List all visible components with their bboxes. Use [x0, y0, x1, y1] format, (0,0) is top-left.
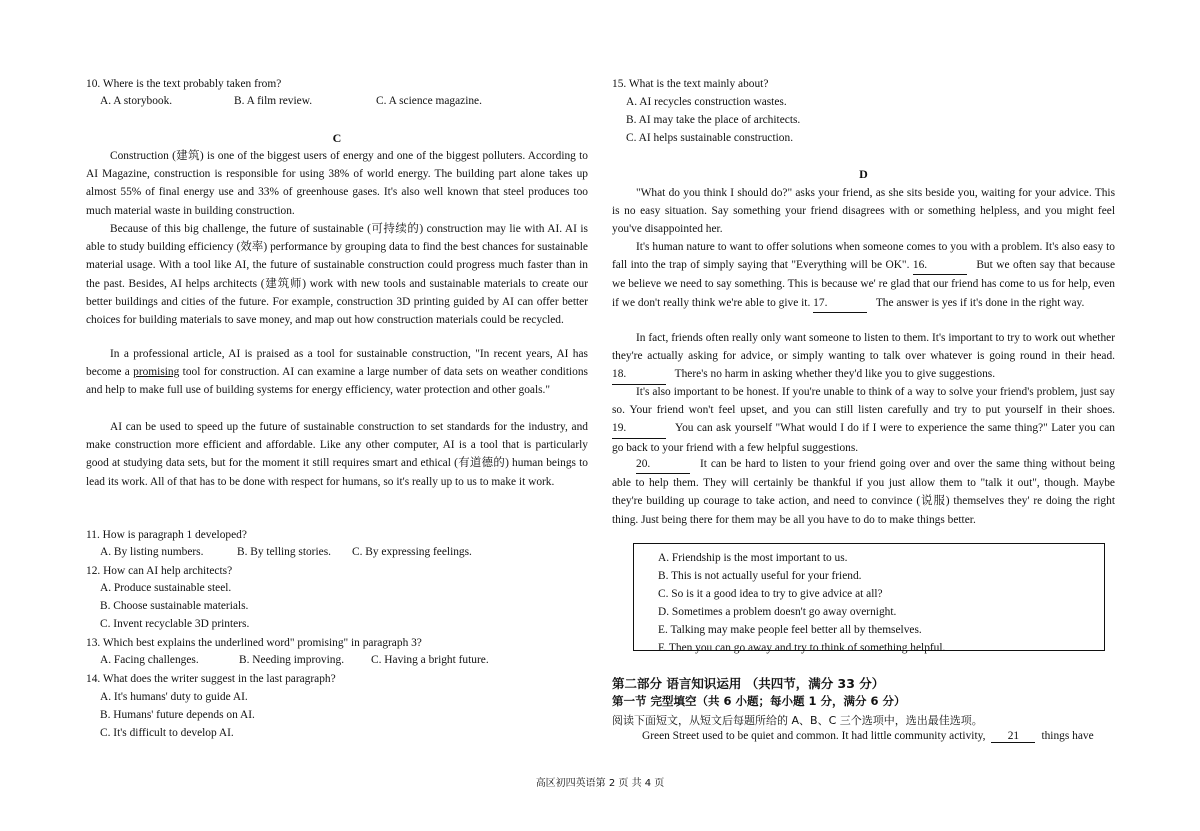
choice-f: F. Then you can go away and try to think of something helpful.: [658, 642, 946, 655]
choice-b: B. This is not actually useful for your friend.: [658, 570, 862, 583]
passage-d-label: D: [859, 167, 868, 181]
question-14-option-b: B. Humans' future depends on AI.: [100, 709, 255, 721]
page-footer: 高区初四英语第 2 页 共 4 页: [535, 778, 665, 789]
question-12-option-b: B. Choose sustainable materials.: [100, 600, 249, 612]
question-13-option-c: C. Having a bright future.: [371, 654, 489, 666]
passage-c-paragraph-2: Because of this big challenge, the future of sustainable (可持续的) construction may lie with AI. AI is able to study building efficiency (效率) performance by grouping data to find the best chances for sustainable material usage. With a tool like AI, the future of sustainable construction could progress much faster than in the past. Besides, AI helps architects (建筑师) work with new tools and sustainable materials to create our better buildings and cities of the future. For example, construction 3D printing guided by AI can offer better choices for building materials to save money, and map out how construction materials could be recycled.: [86, 223, 588, 327]
passage-c-paragraph-3: [86, 345, 588, 400]
cloze-first-line: [642, 730, 1094, 743]
question-11-stem: 11. How is paragraph 1 developed?: [86, 529, 247, 541]
blank-21: 21: [991, 730, 1035, 743]
question-12-option-a: A. Produce sustainable steel.: [100, 582, 232, 594]
question-15-option-b: B. AI may take the place of architects.: [626, 114, 801, 126]
passage-d-paragraph-5: [612, 455, 1115, 529]
question-13-options: [100, 654, 489, 666]
cloze-text-after: things have: [1041, 730, 1094, 742]
question-15-option-c: C. AI helps sustainable construction.: [626, 132, 794, 144]
passage-d-paragraph-3: [612, 329, 1115, 385]
question-10-options: [100, 95, 482, 107]
question-13-option-b: B. Needing improving.: [239, 654, 345, 666]
question-11-options: [100, 546, 472, 558]
cloze-text-before: Green Street used to be quiet and common. It had little community activity,: [642, 730, 986, 742]
question-10-stem: 10. Where is the text probably taken from?: [86, 78, 282, 90]
question-11-option-b: B. By telling stories.: [237, 546, 331, 558]
blank-20: 20.: [636, 455, 690, 474]
part-2-heading: 第二部分 语言知识运用 （共四节，满分 33 分）: [612, 676, 885, 691]
p4d-text-a: It's also important to be honest. If you're unable to think of a way to solve your friend's problem, just say so. Your friend won't feel upset, and you can still listen carefully and try to put yourself in their shoes.: [612, 386, 1115, 417]
passage-d-paragraph-1: "What do you think I should do?" asks your friend, as she sits beside you, waiting for your advice. This is no easy situation. Say something your friend disagrees with or something helpless, and you might feel you've disappointed her.: [612, 187, 1115, 236]
cloze-instruction: 阅读下面短文，从短文后每题所给的 A、B、C 三个选项中，选出最佳选项。: [612, 714, 983, 727]
section-1-heading: 第一节 完型填空（共 6 小题；每小题 1 分，满分 6 分）: [612, 694, 906, 708]
blank-16: 16.: [913, 256, 967, 275]
question-10-option-c: C. A science magazine.: [376, 95, 482, 107]
question-11-option-c: C. By expressing feelings.: [352, 546, 472, 558]
p2-text-c: The answer is yes if it's done in the right way.: [873, 296, 1085, 309]
passage-d-paragraph-2: [612, 238, 1115, 313]
blank-17: 17.: [813, 294, 867, 313]
question-13-stem: 13. Which best explains the underlined word" promising" in paragraph 3?: [86, 637, 422, 649]
question-15-stem: 15. What is the text mainly about?: [612, 78, 769, 90]
blank-18: 18.: [612, 365, 666, 384]
question-10-option-b: B. A film review.: [234, 95, 313, 107]
question-12-option-c: C. Invent recyclable 3D printers.: [100, 618, 250, 630]
question-13-option-a: A. Facing challenges.: [100, 654, 199, 666]
passage-d-paragraph-4: [612, 383, 1115, 457]
choice-c: C. So is it a good idea to try to give advice at all?: [658, 588, 883, 601]
p5d-text-b: It can be hard to listen to your friend going over and over the same thing without being able to help them. They will certainly be thankful if you just allow them to "talk it out", though. Maybe they're building up courage to take action, and need to convince (说服) themselves they' re doing the right thing. Just being there for them may be all you have to do to make things better.: [612, 458, 1115, 526]
passage-c-paragraph-1: Construction (建筑) is one of the biggest users of energy and one of the biggest polluters. According to AI Magazine, construction is responsible for using 38% of world energy. The building part alone takes up almost 55% of final energy use and 33% of greenhouse gases. It's also well known that steel produces too much material waste in building construction.: [86, 150, 588, 217]
question-10-option-a: A. A storybook.: [100, 95, 173, 107]
p2-text-b: But we often say that because we believe we need to say something. This is because we' re glad that our friend has come to us for help, even if we don't really think we're able to give it.: [612, 259, 1115, 309]
p3-text-before: In a professional article, AI is praised as a tool for sustainable construction, "In recent years, AI has become a: [86, 348, 588, 379]
p3d-text-b: There's no harm in asking whether they'd like you to give suggestions.: [672, 368, 996, 381]
question-14-option-c: C. It's difficult to develop AI.: [100, 727, 234, 739]
question-11-option-a: A. By listing numbers.: [100, 546, 204, 558]
p3d-text-a: In fact, friends often really only want someone to listen to them. It's important to try to work out whether they're actually asking for advice, or simply wanting to talk over whatever is going round in their head.: [612, 332, 1115, 363]
choice-e: E. Talking may make people feel better all by themselves.: [658, 624, 922, 637]
question-14-option-a: A. It's humans' duty to guide AI.: [100, 691, 248, 703]
p3-text-after: tool for construction. AI can examine a large number of data sets on weather conditions and help to make full use of building systems for energy efficiency, water protection and other goals.": [86, 366, 588, 397]
question-15-option-a: A. AI recycles construction wastes.: [626, 96, 787, 108]
choices-box: [633, 543, 1105, 655]
p2-text-a: It's human nature to want to offer solutions when someone comes to you with a problem. It's also easy to fall into the trap of simply saying that "Everything will be OK".: [612, 241, 1115, 272]
p4d-text-b: You can ask yourself "What would I do if I were to experience the same thing?" Later you can go back to your friend with a few helpful suggestions.: [612, 422, 1115, 454]
passage-c-label: C: [332, 131, 342, 145]
underlined-word-promising: promising: [133, 366, 180, 379]
choice-a: A. Friendship is the most important to us.: [658, 552, 848, 564]
question-14-stem: 14. What does the writer suggest in the last paragraph?: [86, 673, 336, 685]
passage-c-paragraph-4: AI can be used to speed up the future of sustainable construction to set standards for the industry, and make construction more efficient and affordable. Like any other computer, AI is a tool that is particularly good at studying data sets, but for the moment it still requires smart and ethical (有道德的) human beings to lead its work. All of that has to be done with respect for humans, so it's really up to us to make it work.: [86, 421, 588, 488]
choice-d: D. Sometimes a problem doesn't go away overnight.: [658, 606, 897, 619]
question-12-stem: 12. How can AI help architects?: [86, 565, 233, 577]
blank-19: 19.: [612, 419, 666, 438]
